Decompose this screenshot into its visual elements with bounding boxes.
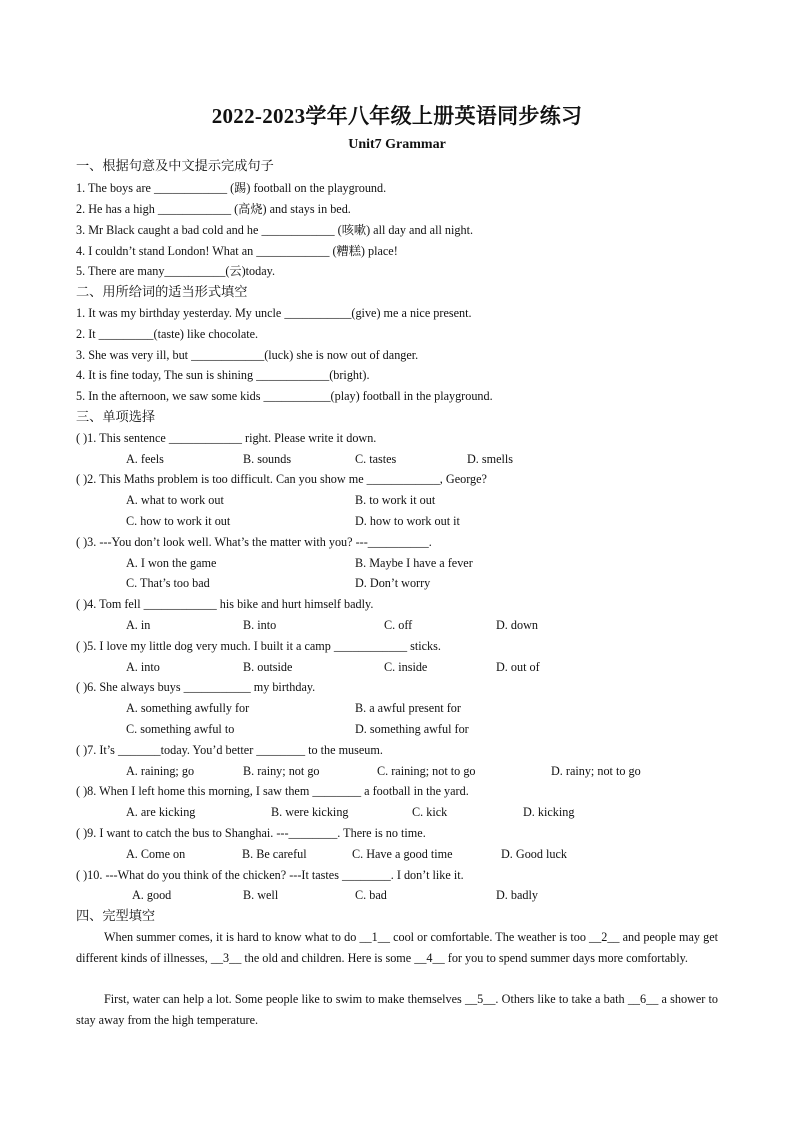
q10-stem: ( )10. ---What do you think of the chicken? ---It tastes ________. I don’t like it. xyxy=(76,868,464,882)
s2-item-1: 1. It was my birthday yesterday. My uncle ___________(give) me a nice present. xyxy=(76,306,472,320)
section1-heading: 一、根据句意及中文提示完成句子 xyxy=(76,158,274,173)
page-subtitle: Unit7 Grammar xyxy=(348,137,446,152)
q1-stem: ( )1. This sentence ____________ right. Please write it down. xyxy=(76,431,377,445)
q4-option-d: D. down xyxy=(496,618,538,632)
q3-option-b: B. Maybe I have a fever xyxy=(355,556,473,570)
section4-heading: 四、完型填空 xyxy=(76,908,156,923)
q5-option-d: D. out of xyxy=(496,660,540,674)
q4-stem: ( )4. Tom fell ____________ his bike and hurt himself badly. xyxy=(76,597,374,611)
q3-stem: ( )3. ---You don’t look well. What’s the matter with you? ---__________. xyxy=(76,535,432,549)
q9-stem: ( )9. I want to catch the bus to Shanghai. ---________. There is no time. xyxy=(76,826,426,840)
q4-option-c: C. off xyxy=(384,618,413,632)
s1-item-1: 1. The boys are ____________ (踢) football on the playground. xyxy=(76,181,387,195)
q2-option-c: C. how to work it out xyxy=(126,514,231,528)
q2-option-b: B. to work it out xyxy=(355,493,436,507)
cloze-paragraph-2: First, water can help a lot. Some people like to swim to make themselves __5__. Others like to take a bath __6__ a shower to stay away from the high temperature. xyxy=(76,992,718,1027)
q5-option-a: A. into xyxy=(126,660,160,674)
s2-item-4: 4. It is fine today, The sun is shining ____________(bright). xyxy=(76,368,370,382)
s1-item-2: 2. He has a high ____________ (高烧) and stays in bed. xyxy=(76,202,351,216)
q2-stem: ( )2. This Maths problem is too difficult. Can you show me ____________, George? xyxy=(76,472,487,486)
q1-option-b: B. sounds xyxy=(243,452,292,466)
section2-heading: 二、用所给词的适当形式填空 xyxy=(76,284,248,299)
q2-option-a: A. what to work out xyxy=(126,493,224,507)
q7-stem: ( )7. It’s _______today. You’d better ________ to the museum. xyxy=(76,743,383,757)
q9-option-a: A. Come on xyxy=(126,847,186,861)
q10-option-d: D. badly xyxy=(496,888,538,902)
q8-option-a: A. are kicking xyxy=(126,805,196,819)
s1-item-5: 5. There are many__________(云)today. xyxy=(76,264,276,278)
q9-option-d: D. Good luck xyxy=(501,847,568,861)
q8-option-d: D. kicking xyxy=(523,805,575,819)
q10-option-a: A. good xyxy=(132,888,172,902)
q5-option-b: B. outside xyxy=(243,660,293,674)
q10-option-b: B. well xyxy=(243,888,279,902)
s1-item-4: 4. I couldn’t stand London! What an ____________ (糟糕) place! xyxy=(76,244,398,258)
q9-option-b: B. Be careful xyxy=(242,847,307,861)
q6-option-c: C. something awful to xyxy=(126,722,235,736)
q5-stem: ( )5. I love my little dog very much. I built it a camp ____________ sticks. xyxy=(76,639,441,653)
q1-option-d: D. smells xyxy=(467,452,514,466)
q6-option-a: A. something awfully for xyxy=(126,701,250,715)
cloze-paragraph-1: When summer comes, it is hard to know what to do __1__ cool or comfortable. The weather is too __2__ and people may get different kinds of illnesses, __3__ the old and children. Here is some __4__ for you to spend summer days more comfortably. xyxy=(76,930,718,965)
q6-option-d: D. something awful for xyxy=(355,722,469,736)
s2-item-3: 3. She was very ill, but ____________(luck) she is now out of danger. xyxy=(76,348,419,362)
q6-stem: ( )6. She always buys ___________ my birthday. xyxy=(76,680,316,694)
q1-option-a: A. feels xyxy=(126,452,164,466)
q7-option-c: C. raining; not to go xyxy=(377,764,476,778)
q8-option-c: C. kick xyxy=(412,805,448,819)
q3-option-a: A. I won the game xyxy=(126,556,217,570)
q9-option-c: C. Have a good time xyxy=(352,847,453,861)
q2-option-d: D. how to work out it xyxy=(355,514,460,528)
q4-option-a: A. in xyxy=(126,618,151,632)
q3-option-d: D. Don’t worry xyxy=(355,576,431,590)
q3-option-c: C. That’s too bad xyxy=(126,576,210,590)
q8-stem: ( )8. When I left home this morning, I saw them ________ a football in the yard. xyxy=(76,784,469,798)
q7-option-d: D. rainy; not to go xyxy=(551,764,641,778)
page-title: 2022-2023学年八年级上册英语同步练习 xyxy=(211,104,583,128)
s1-item-3: 3. Mr Black caught a bad cold and he ____________ (咳嗽) all day and all night. xyxy=(76,223,474,237)
s2-item-2: 2. It _________(taste) like chocolate. xyxy=(76,327,259,341)
q7-option-b: B. rainy; not go xyxy=(243,764,320,778)
q1-option-c: C. tastes xyxy=(355,452,397,466)
q5-option-c: C. inside xyxy=(384,660,428,674)
q10-option-c: C. bad xyxy=(355,888,387,902)
q6-option-b: B. a awful present for xyxy=(355,701,461,715)
q4-option-b: B. into xyxy=(243,618,277,632)
section3-heading: 三、单项选择 xyxy=(76,409,156,424)
q7-option-a: A. raining; go xyxy=(126,764,195,778)
s2-item-5: 5. In the afternoon, we saw some kids ___________(play) football in the playground. xyxy=(76,389,493,403)
q8-option-b: B. were kicking xyxy=(271,805,349,819)
